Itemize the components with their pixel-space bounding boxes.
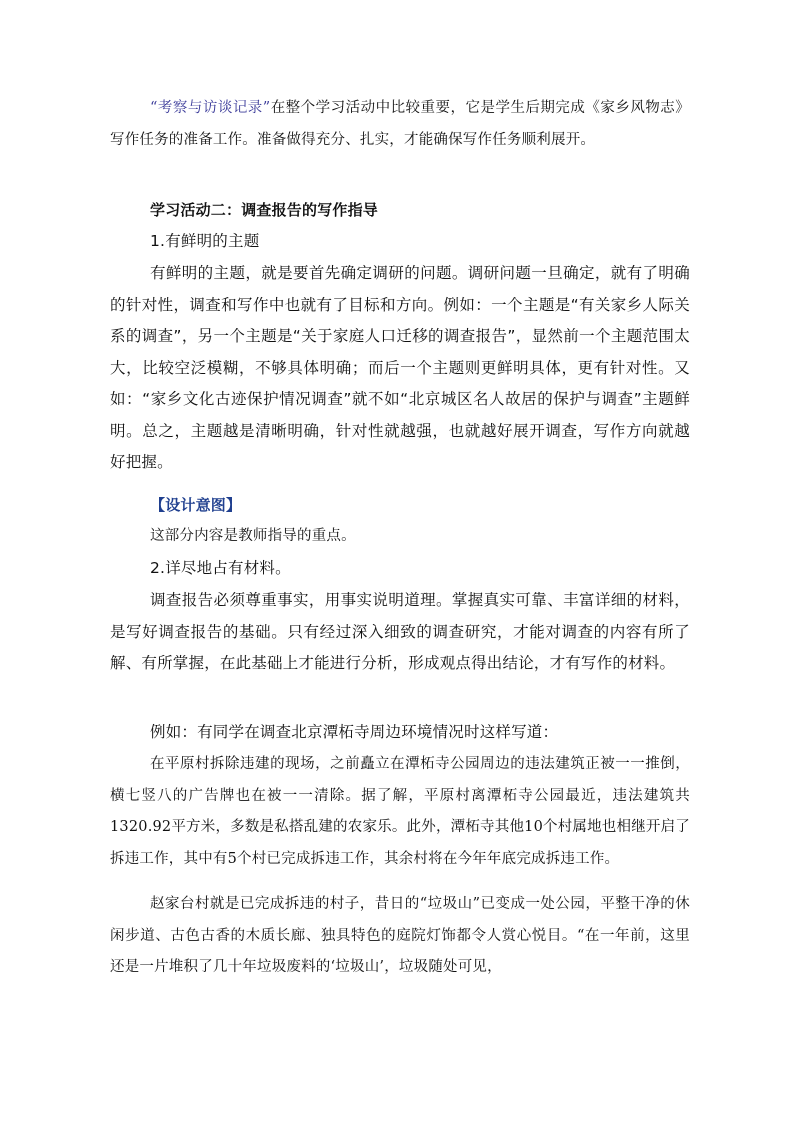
example-intro: 例如：有同学在调查北京潭柘寺周边环境情况时这样写道：	[150, 723, 559, 741]
example-paragraph-2: 赵家台村就是已完成拆违的村子，昔日的“垃圾山”已变成一处公园，平整干净的休闲步道、古色古香的木质长廊、独具特色的庭院灯饰都令人赏心悦目。“在一年前，这里还是一片堆积了几十年垃圾废料的‘垃圾山’，垃圾随处可见，	[110, 896, 690, 975]
intro-quote: “考察与访谈记录”	[150, 100, 271, 116]
activity-heading: 学习活动二：调查报告的写作指导	[150, 201, 379, 219]
design-intent-label: 【设计意图】	[150, 496, 242, 514]
intro-text: 在整个学习活动中比较重要，它是学生后期完成《家乡风物志》写作任务的准备工作。准备做得充分、扎实，才能确保写作任务顺利展开。	[110, 100, 690, 148]
section2-title: 2.详尽地占有材料。	[150, 559, 291, 577]
intro-paragraph	[110, 93, 690, 156]
section1-title: 1.有鲜明的主题	[150, 232, 260, 250]
example-paragraph-1: 在平原村拆除违建的现场，之前矗立在潭柘寺公园周边的违法建筑正被一一推倒，横七竖八的广告牌也在被一一清除。据了解，平原村离潭柘寺公园最近，违法建筑共1320.92平方米，多数是私搭乱建的农家乐。此外，潭柘寺其他10个村属地也相继开启了拆违工作，其中有5个村已完成拆违工作，其余村将在今年年底完成拆违工作。	[110, 756, 691, 867]
design-intent-text: 这部分内容是教师指导的重点。	[150, 528, 356, 544]
section1-body: 有鲜明的主题，就是要首先确定调研的问题。调研问题一旦确定，就有了明确的针对性，调查和写作中也就有了目标和方向。例如：一个主题是“有关家乡人际关系的调查”，另一个主题是“关于家庭人口迁移的调查报告”，显然前一个主题范围太大，比较空泛模糊，不够具体明确；而后一个主题则更鲜明具体，更有针对性。又如：“家乡文化古迹保护情况调查”就不如“北京城区名人故居的保护与调查”主题鲜明。总之，主题越是清晰明确，针对性就越强，也就越好展开调查，写作方向就越好把握。	[110, 264, 690, 471]
section2-body: 调查报告必须尊重事实，用事实说明道理。掌握真实可靠、丰富详细的材料，是写好调查报告的基础。只有经过深入细致的调查研究，才能对调查的内容有所了解、有所掌握，在此基础上才能进行分析，形成观点得出结论，才有写作的材料。	[110, 591, 690, 672]
